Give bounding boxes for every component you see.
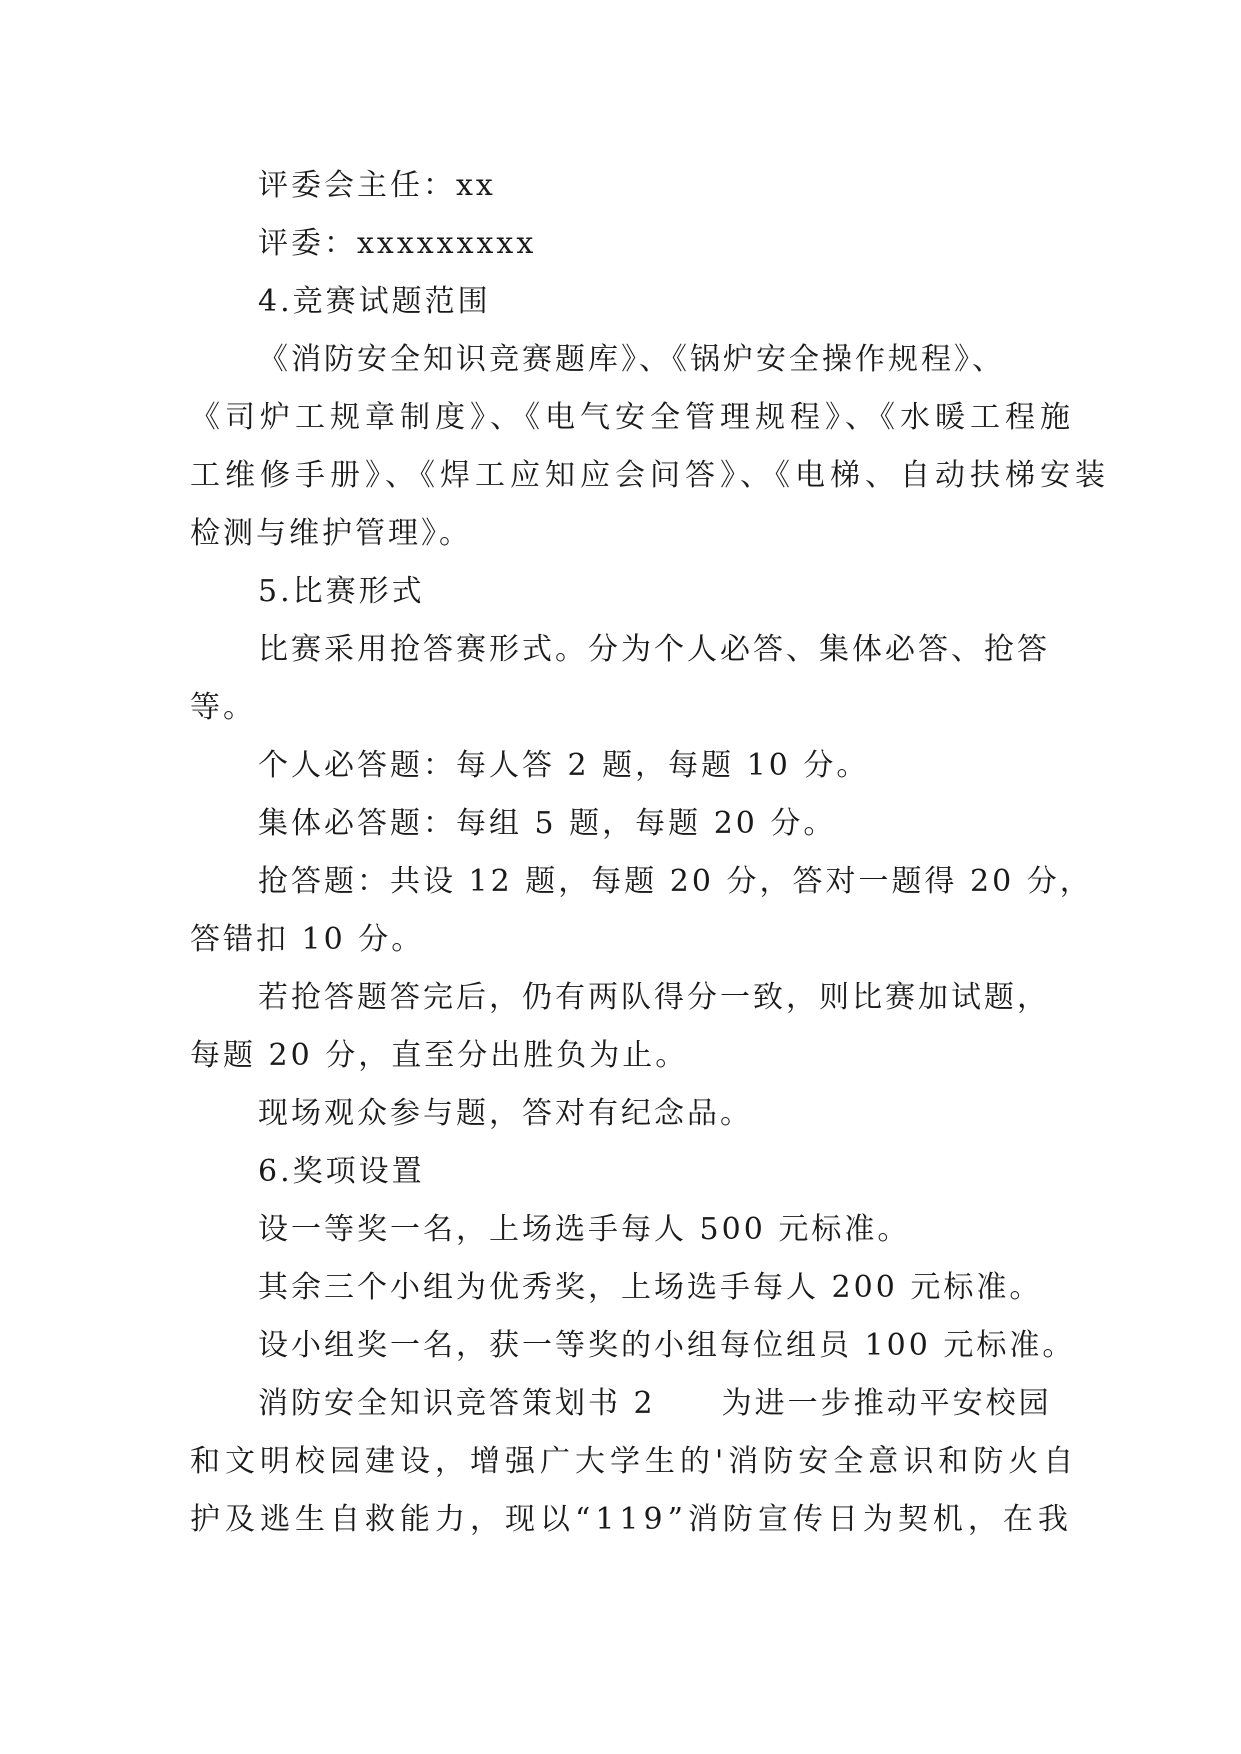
section-heading-4: 4.竞赛试题范围 xyxy=(258,284,491,319)
text-line: 设一等奖一名，上场选手每人 500 元标准。 xyxy=(258,1212,911,1247)
text-line: 检测与维护管理》。 xyxy=(190,516,472,551)
text-line-jury-chair: 评委会主任：xx xyxy=(258,168,496,203)
text-line: 工维修手册》、《焊工应知应会问答》、《电梯、自动扶梯安装 xyxy=(190,458,1110,493)
text-line: 其余三个小组为优秀奖，上场选手每人 200 元标准。 xyxy=(258,1270,1043,1305)
text-line: 和文明校园建设，增强广大学生的'消防安全意识和防火自 xyxy=(190,1444,1079,1479)
text-line: 消防安全知识竞答策划书 2 为进一步推动平安校园 xyxy=(258,1386,1052,1421)
text-line: 集体必答题：每组 5 题，每题 20 分。 xyxy=(258,806,837,841)
text-line-jury: 评委：xxxxxxxxx xyxy=(258,226,537,261)
text-line: 《消防安全知识竞赛题库》、《锅炉安全操作规程》、 xyxy=(258,342,1005,377)
section-heading-5: 5.比赛形式 xyxy=(258,574,425,609)
text-line: 比赛采用抢答赛形式。分为个人必答、集体必答、抢答 xyxy=(258,632,1050,667)
text-line: 个人必答题：每人答 2 题，每题 10 分。 xyxy=(258,748,870,783)
text-line: 抢答题：共设 12 题，每题 20 分，答对一题得 20 分， xyxy=(258,864,1093,899)
text-line: 每题 20 分，直至分出胜负为止。 xyxy=(190,1038,689,1073)
text-line: 护及逃生自救能力，现以“119”消防宣传日为契机，在我 xyxy=(190,1502,1073,1537)
section-heading-6: 6.奖项设置 xyxy=(258,1154,425,1189)
text-line: 答错扣 10 分。 xyxy=(190,922,425,957)
text-line: 《司炉工规章制度》、《电气安全管理规程》、《水暖工程施 xyxy=(190,400,1075,435)
text-line: 等。 xyxy=(190,690,256,725)
text-line: 现场观众参与题，答对有纪念品。 xyxy=(258,1096,753,1131)
text-line: 若抢答题答完后，仍有两队得分一致，则比赛加试题， xyxy=(258,980,1050,1015)
text-line: 设小组奖一名，获一等奖的小组每位组员 100 元标准。 xyxy=(258,1328,1076,1363)
